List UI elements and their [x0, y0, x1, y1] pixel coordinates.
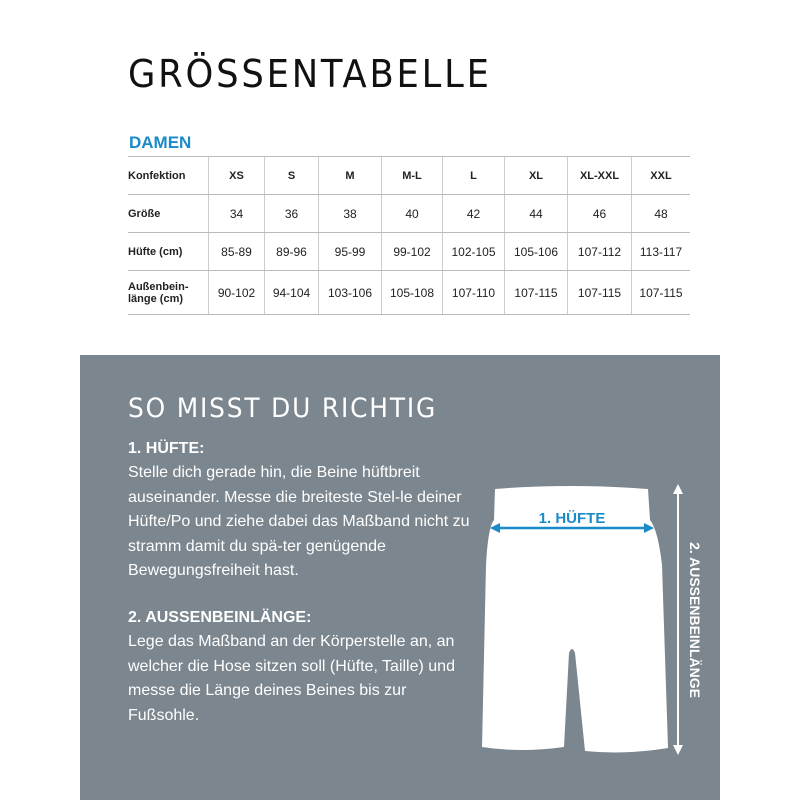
table-cell: 107-110 [443, 271, 505, 315]
table-cell: M [319, 157, 382, 195]
row-label: Hüfte (cm) [128, 233, 209, 271]
table-row [128, 195, 690, 233]
measure-guide-panel [80, 355, 720, 800]
table-cell: 85-89 [209, 233, 265, 271]
table-cell: 38 [319, 195, 382, 233]
table-cell: M-L [382, 157, 443, 195]
table-cell: 102-105 [443, 233, 505, 271]
row-label: Größe [128, 195, 209, 233]
table-cell: L [443, 157, 505, 195]
table-cell: XS [209, 157, 265, 195]
table-cell: 107-115 [632, 271, 691, 315]
table-cell: 105-108 [382, 271, 443, 315]
hip-label: 1. HÜFTE [538, 510, 606, 527]
table-cell: 46 [568, 195, 632, 233]
section-title: DAMEN [129, 133, 192, 152]
table-cell: S [265, 157, 319, 195]
guide-title: SO MISST DU RICHTIG [128, 393, 438, 424]
table-cell: 103-106 [319, 271, 382, 315]
table-cell: 89-96 [265, 233, 319, 271]
table-cell: 105-106 [505, 233, 568, 271]
row-label: Konfektion [128, 157, 209, 195]
step2-text: Lege das Maßband an der Körperstelle an, an welcher die Hose sitzen soll (Hüfte, Taille) und messe die Länge deines Beines bis zur Fußsohle. [128, 633, 455, 724]
table-cell: 107-115 [505, 271, 568, 315]
table-cell: 48 [632, 195, 691, 233]
table-cell: 40 [382, 195, 443, 233]
table-row [128, 233, 690, 271]
table-row [128, 157, 690, 195]
size-table [128, 156, 690, 315]
table-cell: 94-104 [265, 271, 319, 315]
shorts-illustration [80, 355, 720, 800]
length-label: 2. AUSSENBEINLÄNGE [687, 542, 703, 698]
table-cell: 42 [443, 195, 505, 233]
step1-heading: 1. HÜFTE: [128, 440, 205, 457]
table-cell: 107-115 [568, 271, 632, 315]
table-cell: 36 [265, 195, 319, 233]
step2-heading: 2. AUSSENBEINLÄNGE: [128, 609, 312, 626]
page-title: GRÖSSENTABELLE [128, 52, 492, 96]
table-cell: 107-112 [568, 233, 632, 271]
length-arrow-icon [673, 484, 683, 755]
table-cell: 99-102 [382, 233, 443, 271]
step1-text: Stelle dich gerade hin, die Beine hüftbreit auseinander. Messe die breiteste Stel-le deiner Hüfte/Po und ziehe dabei das Maßband nicht zu stramm damit du spä-ter genügende Bewegungsfreiheit hast. [128, 464, 470, 579]
table-cell: 44 [505, 195, 568, 233]
row-label: Außenbein-länge (cm) [128, 271, 209, 315]
table-cell: XL-XXL [568, 157, 632, 195]
table-cell: 113-117 [632, 233, 691, 271]
table-cell: XXL [632, 157, 691, 195]
table-cell: 95-99 [319, 233, 382, 271]
table-cell: 90-102 [209, 271, 265, 315]
table-cell: 34 [209, 195, 265, 233]
table-cell: XL [505, 157, 568, 195]
table-row [128, 271, 690, 315]
